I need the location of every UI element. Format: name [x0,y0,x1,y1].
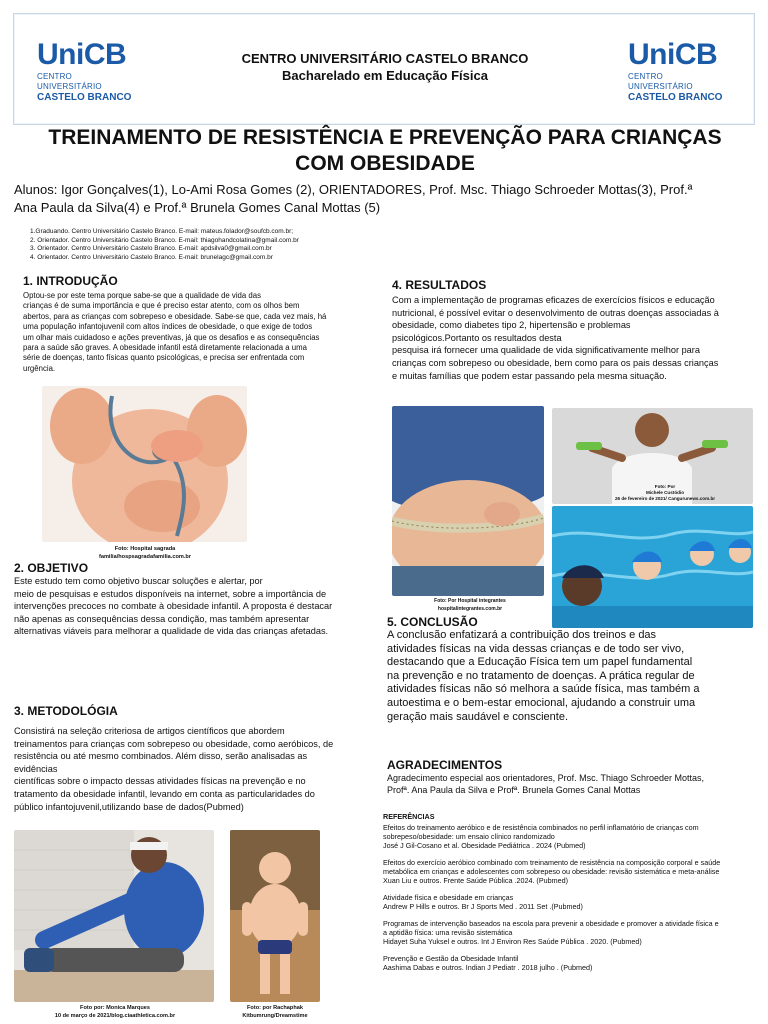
reference-item [383,919,755,946]
reference-line: Efeitos do treinamento aeróbico e de resistência combinados no perfil inflamatório de crianças com [383,823,699,832]
caption-line: hospitalintegrantes.com.br [437,605,503,612]
authors-line2: Ana Paula da Silva(4) e Prof.ª Brunela Gomes Canal Mottas (5) [14,200,381,215]
reference-item [383,893,755,911]
affiliation-item: 1.Graduando. Centro Universitário Castelo Branco. E-mail: mateus.folador@soufcb.com.br; [30,228,294,235]
text-line: meio de pesquisas e estudos disponíveis na internet, sobre a importância de [14,588,327,599]
caption-line: Foto: Por Hospital integrantes [434,598,506,604]
text-line: nutricional, é possível evitar o desenvolvimento de outras doenças associadas à [392,307,719,318]
text-line: resistência ou até mesmo combinados. Além disso, serão analisadas as [14,751,308,762]
caption-line: Kitbumrung/Dreamstime [242,1012,308,1019]
text-line: científicas sobre o impacto dessas atividades físicas na prevenção e no [14,776,306,787]
section-title-metodologia: 3. METODOLÓGIA [14,704,118,718]
text-line: Profª. Ana Paula da Silva e Profª. Brunela Gomes Canal Mottas [387,785,641,795]
text-line: série de doenças, tanto físicas quanto psicológicas, e precisa ser enfrentada com [23,353,305,363]
caption-line: familia/hospsagradafamilia.com.br [98,553,191,560]
section-title-resultados: 4. RESULTADOS [392,278,487,292]
affiliation-item: 2. Orientador. Centro Universitário Castelo Branco. E-mail: thiagohandcolatina@gmail.com.br [30,236,299,244]
poster-title-line1: TREINAMENTO DE RESISTÊNCIA E PREVENÇÃO PARA CRIANÇAS [48,126,722,149]
caption-line: Foto: Hospital sagrada [114,546,176,552]
section-title-conclusao: 5. CONCLUSÃO [387,615,478,629]
text-line: Optou-se por este tema porque sabe-se que a qualidade de vida das [23,291,261,300]
text-line: autoestima e o bem-estar emocional, ajudando a construir uma [387,696,696,709]
caption-photo-belly [400,598,540,613]
caption-photo-stethoscope [70,546,220,561]
logo-word-uni: Uni [628,38,675,71]
text-line: pesquisa irá fornecer uma qualidade de vida significativamente melhor para [392,345,700,356]
photo-boy-standing [230,830,320,1002]
reference-line: Prevenção e Gestão da Obesidade Infantil [383,954,519,963]
caption-line: Foto por: Monica Marques [80,1005,150,1011]
section-title-objetivo: 2. OBJETIVO [14,561,89,575]
resultados-text [392,294,752,382]
text-line: atividades físicas não só melhora a saúde física, mas também a [387,683,700,696]
authors-line1: Alunos: Igor Gonçalves(1), Lo-Ami Rosa Gomes (2), ORIENTADORES, Prof. Msc. Thiago Schroeder Mottas(3), Prof.ª [14,182,693,197]
text-line: atividades físicas na vida dessas crianças e de todo ser vivo, [387,642,685,655]
section-title-agradecimentos: AGRADECIMENTOS [387,758,503,772]
text-line: evidências [14,763,58,774]
text-line: crianças é de suma importância e que é preciso estar atento, com os olhos bem [23,301,300,311]
text-line: A conclusão enfatizará a contribuição dos treinos e das [387,629,657,641]
caption-photo-stretching [20,1005,210,1020]
text-line: destacando que a Educação Física tem um papel fundamental [387,656,693,669]
conclusao-text [387,629,727,724]
photo-kids-swimming [552,506,753,628]
agradecimentos-text [387,772,747,796]
course-name: Bacharelado em Educação Física [282,68,488,83]
text-line: público infantojuvenil,utilizando base de dados(Pubmed) [14,801,244,812]
caption-photo-standing [225,1005,325,1020]
reference-line: sobrepeso/obesidade: um ensaio clínico randomizado [383,832,555,841]
reference-line: a aptidão física: uma revisão sistemática [383,928,513,937]
caption-line: Foto: por Rachaphak [247,1005,303,1011]
introducao-text [23,291,353,374]
photo-belly-measuring-tape [392,406,544,596]
reference-line: metabólica em crianças e adolescentes com sobrepeso ou obesidade: revisão sistemática e meta-análise [383,867,720,876]
caption-line: 26 de fevereiro de 2021/ Cangurunews.com.br [614,496,716,501]
reference-item [383,858,755,885]
caption-line: Foto: Por [654,484,676,489]
reference-line: Programas de intervenção baseados na escola para prevenir a obesidade e promover a atividade física e [383,919,719,928]
text-line: intervenções precoces no combate à obesidade infantil. A proposta é destacar [14,601,333,612]
text-line: alternativas viáveis para melhorar a qualidade de vida das crianças afetadas. [14,626,329,637]
caption-photo-dumbbells [590,484,740,502]
text-line: urgência. [23,363,56,373]
reference-line: Aashima Dabas e outros. Indian J Pediatr . 2018 julho . (Pubmed) [383,963,593,972]
logo-subtitle-bold: CASTELO BRANCO [628,92,723,103]
reference-line: Efeitos do exercício aeróbico combinado com treinamento de resistência na composição corporal e saúde [383,858,721,867]
text-line: para a saúde são graves. A obesidade infantil está diretamente relacionada a uma [23,343,307,353]
objetivo-text [14,575,369,638]
logo-word-cb: CB [83,38,127,71]
affiliation-item: 4. Orientador. Centro Universitário Castelo Branco. E-mail: brunelagc@gmail.com.br [30,253,273,261]
reference-line: Hidayet Suha Yuksel e outros. Int J Environ Res Saúde Pública . 2020. (Pubmed) [383,937,642,946]
logo-subtitle: CENTRO UNIVERSITÁRIO [628,72,693,91]
text-line: treinamentos para crianças com sobrepeso ou obesidade, como aeróbicos, de [14,738,334,749]
metodologia-text [14,725,369,813]
unicb-logo-left [37,40,137,103]
affiliations-list [30,228,430,262]
logo-word-cb: CB [674,38,718,71]
caption-line: 10 de março de 2021/blog.ciaathletica.com.br [54,1012,176,1019]
text-line: psicológicos.Portanto os resultados desta [392,332,562,343]
text-line: Com a implementação de programas eficazes de exercícios físicos e educação [392,295,715,305]
institution-name: CENTRO UNIVERSITÁRIO CASTELO BRANCO [241,51,529,66]
affiliation-item: 3. Orientador. Centro Universitário Castelo Branco. E-mail: apdsilva0@gmail.com.br [30,245,272,252]
text-line: abertos, para as crianças com sobrepeso e obesidade. Sabe-se que, cada vez mais, há [23,311,327,321]
reference-line: Andrew P Hills e outros. Br J Sports Med . 2011 Set .(Pubmed) [383,902,583,911]
section-title-introducao: 1. INTRODUÇÃO [23,274,118,288]
unicb-logo-right [628,40,728,103]
text-line: crianças com sobrepeso ou obesidade, bem como para os pais dessas crianças [392,357,719,368]
text-line: na prevenção e no tratamento de doenças. A prática regular de [387,669,695,682]
reference-line: Atividade física e obesidade em crianças [383,893,514,902]
text-line: e muitas famílias que podem estar passando pela mesma situação. [392,370,667,381]
text-line: geração mais saudável e consciente. [387,710,568,723]
text-line: Agradecimento especial aos orientadores, Prof. Msc. Thiago Schroeder Mottas, [387,773,704,783]
photo-boy-stretching [14,830,214,1002]
text-line: um olhar mais cuidadoso e ações preventivas, já que os desafios e as consequências [23,332,320,342]
photo-child-stethoscope [42,386,247,542]
referencias-title: REFERÊNCIAS [383,812,435,821]
reference-line: Xuan Liu e outros. Frente Saúde Pública .2024. (Pubmed) [383,876,568,885]
text-line: não apenas as consequências dessa condição, mas também apresentar [14,613,310,624]
logo-subtitle: CENTRO UNIVERSITÁRIO [37,72,102,91]
logo-word-uni: Uni [37,38,84,71]
text-line: obesidade, como diabetes tipo 2, hipertensão e problemas [392,320,631,331]
caption-line: Michele Custódio [645,490,685,495]
referencias-block [383,812,755,980]
text-line: Consistirá na seleção criteriosa de artigos científicos que abordem [14,726,285,736]
text-line: uma população infantojuvenil com altos índices de obesidade, o que exige de todos [23,322,313,332]
reference-line: José J Gil-Cosano et al. Obesidade Pediátrica . 2024 (Pubmed) [383,841,586,850]
reference-item [383,954,755,972]
logo-subtitle-bold: CASTELO BRANCO [37,92,132,103]
text-line: tratamento da obesidade infantil, levando em conta as particularidades do [14,788,315,799]
reference-item [383,823,755,850]
poster-title-line2: COM OBESIDADE [295,152,475,175]
text-line: Este estudo tem como objetivo buscar soluções e alertar, por [14,576,263,586]
